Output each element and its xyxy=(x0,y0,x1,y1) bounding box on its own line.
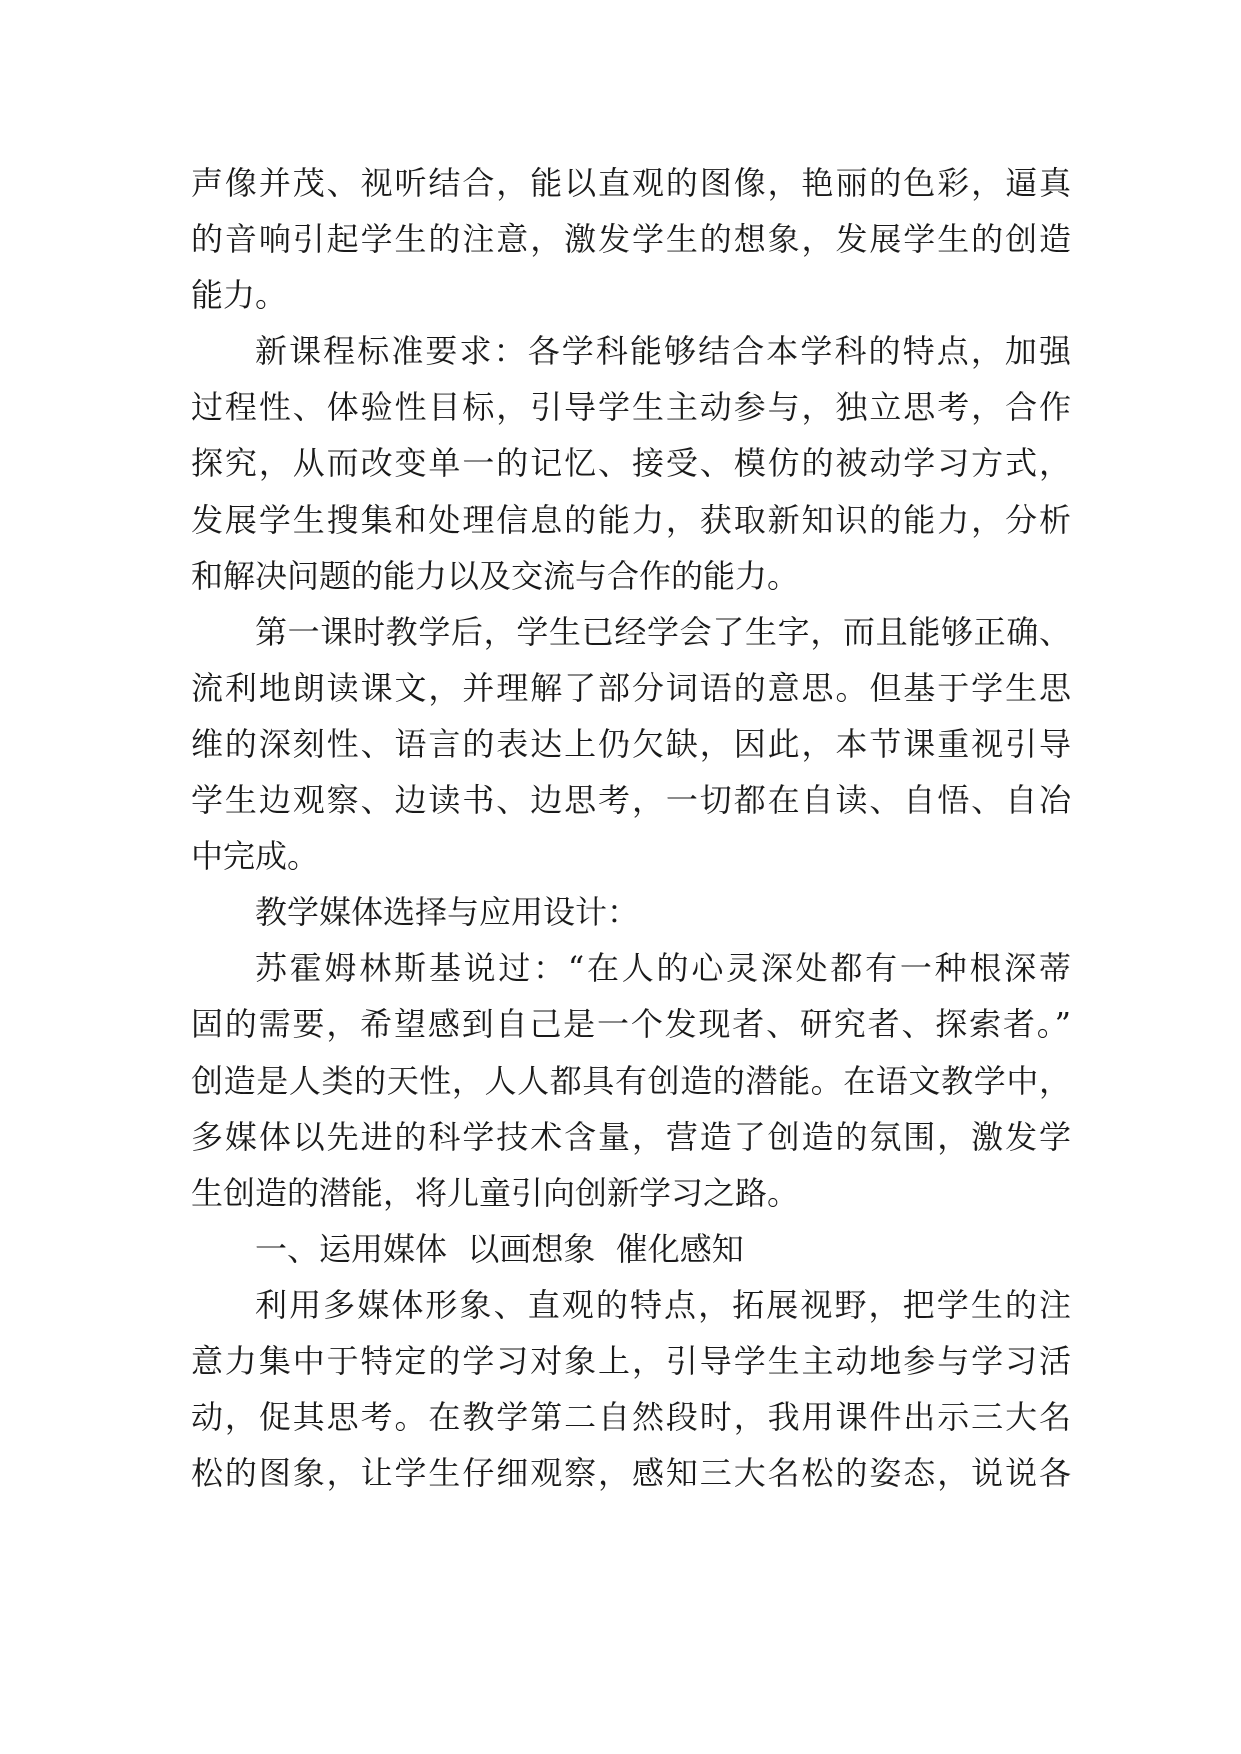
text-line: 松的图象，让学生仔细观察，感知三大名松的姿态，说说各 xyxy=(191,1454,1071,1493)
text-line: 动，促其思考。在教学第二自然段时，我用课件出示三大名 xyxy=(191,1398,1071,1437)
text-line: 生创造的潜能，将儿童引向创新学习之路。 xyxy=(191,1173,800,1212)
text-line: 意力集中于特定的学习对象上，引导学生主动地参与学习活 xyxy=(191,1341,1071,1380)
text-line: 和解决问题的能力以及交流与合作的能力。 xyxy=(191,556,800,595)
text-line: 声像并茂、视听结合，能以直观的图像，艳丽的色彩，逼真 xyxy=(191,164,1071,202)
section-heading: 教学媒体选择与应用设计： xyxy=(255,893,640,932)
text-line: 学生边观察、边读书、边思考，一切都在自读、自悟、自冶 xyxy=(191,781,1071,820)
text-line: 多媒体以先进的科学技术含量，营造了创造的氛围，激发学 xyxy=(191,1117,1071,1156)
text-line: 过程性、体验性目标，引导学生主动参与，独立思考，合作 xyxy=(191,388,1071,427)
section-heading: 一、运用媒体 以画想象 催化感知 xyxy=(255,1229,744,1268)
text-line: 能力。 xyxy=(191,276,288,315)
text-line: 探究，从而改变单一的记忆、接受、模仿的被动学习方式， xyxy=(191,444,1071,483)
text-line: 发展学生搜集和处理信息的能力，获取新知识的能力，分析 xyxy=(191,500,1071,539)
text-line: 的音响引起学生的注意，激发学生的想象，发展学生的创造 xyxy=(191,220,1071,259)
text-line: 维的深刻性、语言的表达上仍欠缺，因此，本节课重视引导 xyxy=(191,724,1071,763)
paragraph-first-line: 第一课时教学后，学生已经学会了生字，而且能够正确、 xyxy=(255,612,1071,651)
paragraph-first-line: 苏霍姆林斯基说过：“在人的心灵深处都有一种根深蒂 xyxy=(255,949,1071,988)
paragraph-first-line: 新课程标准要求：各学科能够结合本学科的特点，加强 xyxy=(255,332,1071,371)
paragraph-first-line: 利用多媒体形象、直观的特点，拓展视野，把学生的注 xyxy=(255,1285,1071,1324)
document-body xyxy=(191,155,1071,1501)
text-line: 流利地朗读课文，并理解了部分词语的意思。但基于学生思 xyxy=(191,668,1071,707)
text-line: 创造是人类的天性，人人都具有创造的潜能。在语文教学中， xyxy=(191,1061,1071,1100)
text-line: 固的需要，希望感到自己是一个发现者、研究者、探索者。” xyxy=(191,1005,1071,1044)
text-line: 中完成。 xyxy=(191,837,320,876)
